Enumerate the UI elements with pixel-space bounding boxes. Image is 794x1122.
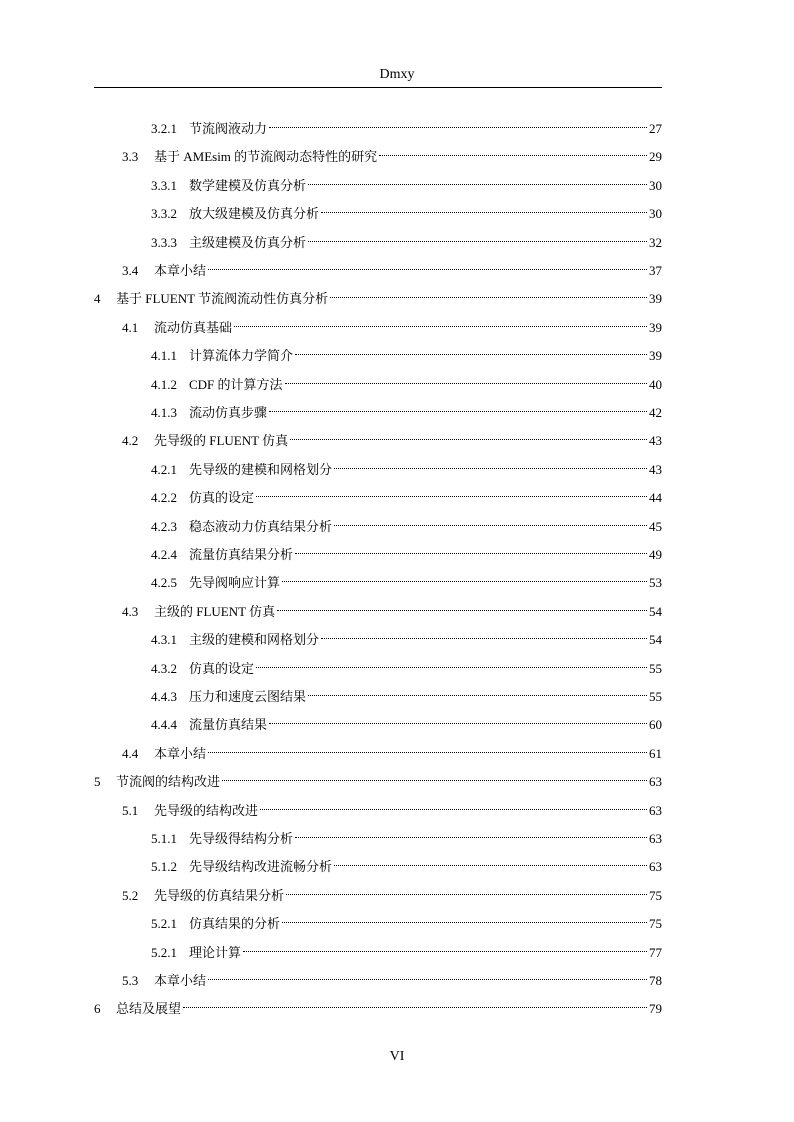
- toc-entry-number: 3.2.1: [151, 121, 177, 136]
- toc-entry-number: 4.4.3: [151, 689, 177, 704]
- toc-entry-page: 55: [649, 689, 662, 704]
- toc-entry[interactable]: [151, 711, 662, 739]
- toc-dot-leader: [208, 979, 647, 980]
- toc-entry-page: 44: [649, 490, 662, 505]
- toc-entry-number: 4.2.5: [151, 575, 177, 590]
- toc-entry-title: 理论计算: [189, 945, 242, 960]
- toc-entry-number: 4.2.1: [151, 462, 177, 477]
- toc-entry-number: 4.3: [122, 604, 139, 619]
- toc-dot-leader: [334, 865, 647, 866]
- toc-entry[interactable]: [151, 910, 662, 938]
- toc-entry-title: 先导级得结构分析: [189, 831, 294, 846]
- toc-dot-leader: [321, 212, 647, 213]
- toc-entry-page: 63: [649, 859, 662, 874]
- toc-entry-number: 5.1.2: [151, 859, 177, 874]
- toc-entry[interactable]: [94, 768, 662, 796]
- toc-entry-title: 本章小结: [154, 973, 207, 988]
- toc-entry[interactable]: [151, 484, 662, 512]
- toc-dot-leader: [308, 695, 647, 696]
- toc-dot-leader: [290, 439, 647, 440]
- toc-dot-leader: [282, 922, 647, 923]
- toc-entry-number: 4.1.3: [151, 405, 177, 420]
- toc-entry[interactable]: [122, 598, 662, 626]
- toc-entry-page: 42: [649, 405, 662, 420]
- toc-entry[interactable]: [122, 143, 662, 171]
- toc-entry[interactable]: [122, 427, 662, 455]
- toc-entry[interactable]: [151, 342, 662, 370]
- toc-entry-number: 4.2.3: [151, 519, 177, 534]
- toc-dot-leader: [222, 780, 647, 781]
- toc-dot-leader: [308, 241, 647, 242]
- toc-entry-page: 54: [649, 632, 662, 647]
- toc-entry-page: 43: [649, 433, 662, 448]
- toc-entry-page: 63: [649, 803, 662, 818]
- toc-dot-leader: [243, 951, 647, 952]
- toc-entry-number: 3.3: [122, 149, 139, 164]
- toc-entry-title: 稳态液动力仿真结果分析: [189, 519, 333, 534]
- toc-dot-leader: [285, 383, 647, 384]
- toc-entry-number: 4.1.1: [151, 348, 177, 363]
- toc-entry[interactable]: [151, 115, 662, 143]
- toc-entry-page: 37: [649, 263, 662, 278]
- toc-entry-title: 基于 AMEsim 的节流阀动态特性的研究: [154, 149, 378, 164]
- toc-entry-title: 先导级结构改进流畅分析: [189, 859, 333, 874]
- toc-entry-title: 流量仿真结果: [189, 717, 268, 732]
- toc-entry-page: 55: [649, 661, 662, 676]
- toc-entry-page: 63: [649, 774, 662, 789]
- toc-entry-title: 先导级的仿真结果分析: [154, 888, 285, 903]
- toc-entry-page: 60: [649, 717, 662, 732]
- toc-entry-number: 4.1: [122, 320, 139, 335]
- toc-entry[interactable]: [151, 513, 662, 541]
- toc-entry-title: 主级的 FLUENT 仿真: [154, 604, 276, 619]
- toc-entry-title: 基于 FLUENT 节流阀流动性仿真分析: [116, 291, 329, 306]
- toc-entry-title: 放大级建模及仿真分析: [189, 206, 320, 221]
- toc-dot-leader: [379, 155, 647, 156]
- toc-entry-page: 39: [649, 320, 662, 335]
- toc-entry[interactable]: [151, 371, 662, 399]
- toc-entry-title: 压力和速度云图结果: [189, 689, 307, 704]
- toc-entry[interactable]: [122, 882, 662, 910]
- toc-entry-number: 5.2: [122, 888, 139, 903]
- toc-entry[interactable]: [151, 569, 662, 597]
- toc-entry-page: 40: [649, 377, 662, 392]
- toc-entry[interactable]: [151, 825, 662, 853]
- toc-entry-title: 仿真结果的分析: [189, 916, 281, 931]
- toc-entry-title: 主级建模及仿真分析: [189, 235, 307, 250]
- toc-entry-number: 4.4.4: [151, 717, 177, 732]
- toc-entry-title: 数学建模及仿真分析: [189, 178, 307, 193]
- toc-entry-number: 5.2.1: [151, 916, 177, 931]
- toc-entry-page: 27: [649, 121, 662, 136]
- toc-entry-number: 4.4: [122, 746, 139, 761]
- toc-entry-number: 5: [94, 774, 101, 789]
- toc-entry-page: 75: [649, 916, 662, 931]
- toc-entry-number: 4.2.4: [151, 547, 177, 562]
- toc-entry-number: 4.1.2: [151, 377, 177, 392]
- toc-entry-title: 先导级的结构改进: [154, 803, 259, 818]
- toc-entry-number: 6: [94, 1001, 101, 1016]
- toc-entry-title: 先导级的建模和网格划分: [189, 462, 333, 477]
- toc-dot-leader: [269, 723, 647, 724]
- toc-dot-leader: [282, 581, 647, 582]
- toc-entry-page: 53: [649, 575, 662, 590]
- toc-entry[interactable]: [151, 683, 662, 711]
- toc-entry[interactable]: [151, 939, 662, 967]
- toc-dot-leader: [295, 553, 647, 554]
- toc-entry-page: 77: [649, 945, 662, 960]
- toc-entry-title: CDF 的计算方法: [189, 377, 283, 392]
- toc-entry[interactable]: [94, 285, 662, 313]
- toc-entry-page: 43: [649, 462, 662, 477]
- toc-entry-number: 4.2.2: [151, 490, 177, 505]
- toc-entry-page: 63: [649, 831, 662, 846]
- toc-dot-leader: [334, 468, 647, 469]
- toc-entry-title: 仿真的设定: [189, 661, 255, 676]
- toc-entry-page: 54: [649, 604, 662, 619]
- toc-entry-title: 先导阀响应计算: [189, 575, 281, 590]
- toc-entry-page: 78: [649, 973, 662, 988]
- toc-entry-title: 计算流体力学简介: [189, 348, 294, 363]
- toc-entry-number: 5.1: [122, 803, 139, 818]
- toc-entry-page: 79: [649, 1001, 662, 1016]
- toc-entry[interactable]: [151, 172, 662, 200]
- toc-dot-leader: [208, 269, 647, 270]
- toc-dot-leader: [269, 411, 647, 412]
- toc-dot-leader: [183, 1007, 647, 1008]
- toc-entry-title: 本章小结: [154, 263, 207, 278]
- toc-dot-leader: [308, 184, 647, 185]
- toc-dot-leader: [321, 638, 647, 639]
- toc-entry-page: 61: [649, 746, 662, 761]
- toc-entry-title: 总结及展望: [116, 1001, 182, 1016]
- toc-entry[interactable]: [122, 797, 662, 825]
- toc-entry-page: 32: [649, 235, 662, 250]
- toc-entry-page: 39: [649, 348, 662, 363]
- toc-entry[interactable]: [151, 655, 662, 683]
- toc-entry[interactable]: [122, 314, 662, 342]
- toc-dot-leader: [334, 525, 647, 526]
- toc-entry-number: 4.3.2: [151, 661, 177, 676]
- running-header: Dmxy: [379, 67, 415, 82]
- toc-dot-leader: [330, 297, 647, 298]
- toc-dot-leader: [286, 894, 647, 895]
- toc-entry-number: 5.3: [122, 973, 139, 988]
- toc-entry-page: 39: [649, 291, 662, 306]
- toc-dot-leader: [256, 496, 647, 497]
- toc-entry[interactable]: [151, 399, 662, 427]
- toc-entry-number: 5.2.1: [151, 945, 177, 960]
- toc-entry-title: 节流阀液动力: [189, 121, 268, 136]
- toc-entry-number: 4: [94, 291, 101, 306]
- toc-entry-number: 4.2: [122, 433, 139, 448]
- toc-entry[interactable]: [151, 853, 662, 881]
- toc-entry-title: 流量仿真结果分析: [189, 547, 294, 562]
- toc-entry-number: 5.1.1: [151, 831, 177, 846]
- toc-entry-number: 3.3.3: [151, 235, 177, 250]
- header-rule: [94, 87, 662, 88]
- toc-entry-page: 49: [649, 547, 662, 562]
- toc-entry[interactable]: [122, 257, 662, 285]
- toc-entry-title: 流动仿真基础: [154, 320, 233, 335]
- toc-entry[interactable]: [151, 541, 662, 569]
- toc-entry[interactable]: [151, 229, 662, 257]
- toc-entry-page: 30: [649, 206, 662, 221]
- toc-entry-page: 29: [649, 149, 662, 164]
- toc-entry-page: 30: [649, 178, 662, 193]
- toc-dot-leader: [256, 667, 647, 668]
- toc-dot-leader: [208, 752, 647, 753]
- toc-entry[interactable]: [122, 967, 662, 995]
- toc-entry[interactable]: [122, 740, 662, 768]
- toc-dot-leader: [269, 127, 647, 128]
- toc-entry[interactable]: [151, 456, 662, 484]
- toc-dot-leader: [260, 809, 647, 810]
- toc-entry[interactable]: [94, 995, 662, 1023]
- toc-entry-title: 仿真的设定: [189, 490, 255, 505]
- toc-entry-page: 75: [649, 888, 662, 903]
- toc-entry-title: 先导级的 FLUENT 仿真: [154, 433, 289, 448]
- toc-dot-leader: [277, 610, 647, 611]
- toc-entry-title: 节流阀的结构改进: [116, 774, 221, 789]
- toc-entry-number: 3.4: [122, 263, 139, 278]
- toc-entry-number: 4.3.1: [151, 632, 177, 647]
- toc-entry-title: 主级的建模和网格划分: [189, 632, 320, 647]
- toc-entry[interactable]: [151, 200, 662, 228]
- toc-entry-title: 本章小结: [154, 746, 207, 761]
- toc-entry-number: 3.3.1: [151, 178, 177, 193]
- toc-entry-title: 流动仿真步骤: [189, 405, 268, 420]
- toc-entry-number: 3.3.2: [151, 206, 177, 221]
- toc-entry[interactable]: [151, 626, 662, 654]
- toc-dot-leader: [234, 326, 647, 327]
- toc-dot-leader: [295, 837, 647, 838]
- toc-dot-leader: [295, 354, 647, 355]
- page-number: VI: [389, 1049, 405, 1064]
- toc-entry-page: 45: [649, 519, 662, 534]
